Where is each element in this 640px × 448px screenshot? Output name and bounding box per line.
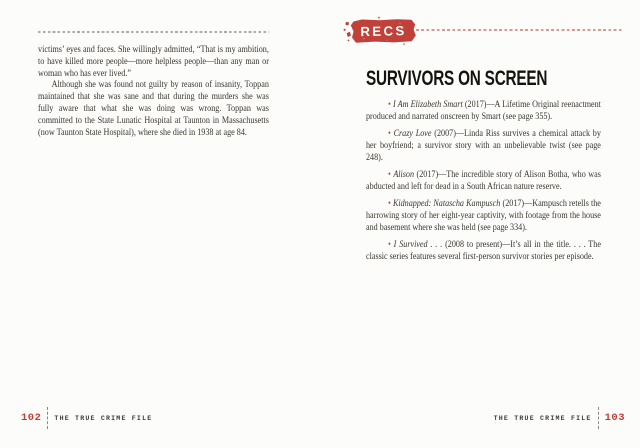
bullet-icon: • (387, 238, 391, 250)
running-title: THE TRUE CRIME FILE (54, 414, 153, 422)
rec-text: (2017)—The incredible story of Alison Botha, who was abducted and left for dead in a South African nature reserve. (366, 168, 601, 192)
recs-badge-label: RECS (360, 23, 407, 40)
list-item (366, 239, 601, 263)
bullet-icon: • (387, 168, 391, 180)
rec-title: Alison (393, 168, 415, 180)
bullet-icon: • (387, 128, 391, 140)
page-footer (21, 406, 152, 430)
list-item (366, 198, 601, 233)
footer-divider (47, 407, 48, 429)
badge-dashed-rule (416, 29, 624, 31)
bullet-icon: • (387, 99, 391, 110)
rec-text: (2008 to present)—It’s all in the title. . . . The classic series features several first-person survivor stories per episode. (366, 238, 601, 262)
rec-title: Crazy Love (393, 128, 432, 140)
rec-text: (2007)—Linda Riss survives a chemical attack by her boyfriend; a survivor story with an unbelievable twist (see page 248). (366, 128, 601, 163)
page-number: 103 (604, 412, 625, 424)
list-item (366, 169, 601, 193)
bullet-icon: • (387, 198, 391, 210)
recs-list (366, 99, 601, 268)
recs-badge (342, 16, 418, 46)
rec-text: (2017)—A Lifetime Original reenactment produced and narrated onscreen by Smart (see page 355). (366, 99, 601, 122)
rec-text: (2017)—Kampusch retells the harrowing story of her eight-year captivity, with footage from the house and basement where she was held (see page 334). (366, 198, 601, 233)
page-footer (494, 406, 625, 430)
section-title: SURVIVORS ON SCREEN (366, 67, 548, 90)
footer-divider (598, 407, 599, 429)
list-item (366, 99, 601, 123)
top-rule (38, 31, 269, 33)
rec-title: Kidnapped: Natascha Kampusch (392, 198, 501, 210)
rec-title: I Am Elizabeth Smart (392, 99, 463, 110)
body-paragraph: Although she was found not guilty by reason of insanity, Toppan maintained that she was sane and that during the murders she was fully aware that what she was doing was wrong. Toppan was committed to the State Lunatic Hospital at Taunton in Massachusetts (now Taunton State Hospital), where she died in 1938 at age 84. (38, 79, 269, 138)
rec-title: I Survived . . . (393, 238, 443, 250)
body-text (38, 44, 269, 138)
page-number: 102 (21, 412, 42, 424)
body-paragraph: victims’ eyes and faces. She willingly admitted, “That is my ambition, to have killed more people—more helpless people—than any man or woman who has ever lived.” (38, 44, 269, 79)
running-title: THE TRUE CRIME FILE (493, 414, 592, 422)
list-item (366, 128, 601, 163)
